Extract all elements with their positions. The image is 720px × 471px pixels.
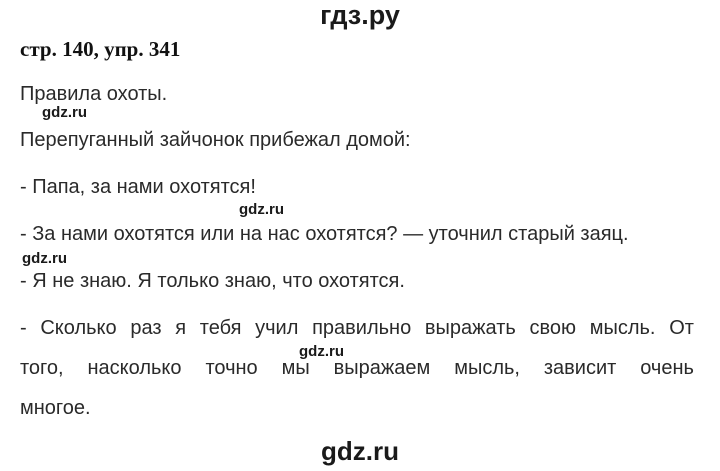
- paragraph-5-line-2: [20, 356, 694, 380]
- word: свою: [529, 317, 577, 339]
- watermark-1: gdz.ru: [42, 104, 87, 121]
- word: мысль.: [589, 317, 656, 339]
- word: От: [669, 317, 694, 339]
- word: точно: [205, 357, 258, 379]
- word: я: [175, 317, 187, 339]
- watermark-2: gdz.ru: [239, 201, 284, 218]
- word: мы: [281, 357, 310, 379]
- word: выражаем: [333, 357, 431, 379]
- site-logo-footer: gdz.ru: [321, 436, 399, 466]
- word: раз: [130, 317, 162, 339]
- word: выражать: [424, 317, 516, 339]
- paragraph-1: Перепуганный зайчонок прибежал домой:: [20, 129, 411, 151]
- paragraph-2: - Папа, за нами охотятся!: [20, 176, 256, 198]
- word: тебя: [199, 317, 242, 339]
- word: правильно: [312, 317, 412, 339]
- word: Сколько: [40, 317, 117, 339]
- paragraph-3: - За нами охотятся или на нас охотятся? — уточнил старый заяц.: [20, 223, 629, 245]
- watermark-3: gdz.ru: [22, 250, 67, 267]
- paragraph-5-line-3: многое.: [20, 397, 91, 419]
- word: насколько: [87, 357, 182, 379]
- watermark-4: gdz.ru: [299, 343, 344, 360]
- word: того,: [20, 357, 64, 379]
- word: -: [20, 317, 27, 339]
- word: очень: [640, 357, 694, 379]
- word: зависит: [543, 357, 617, 379]
- word: учил: [255, 317, 299, 339]
- paragraph-4: - Я не знаю. Я только знаю, что охотятся.: [20, 270, 405, 292]
- paragraph-5-line-1: [20, 316, 694, 340]
- word: мысль,: [454, 357, 520, 379]
- text-title: Правила охоты.: [20, 83, 168, 105]
- exercise-heading: стр. 140, упр. 341: [20, 37, 181, 61]
- site-logo-header: гдз.ру: [320, 0, 400, 30]
